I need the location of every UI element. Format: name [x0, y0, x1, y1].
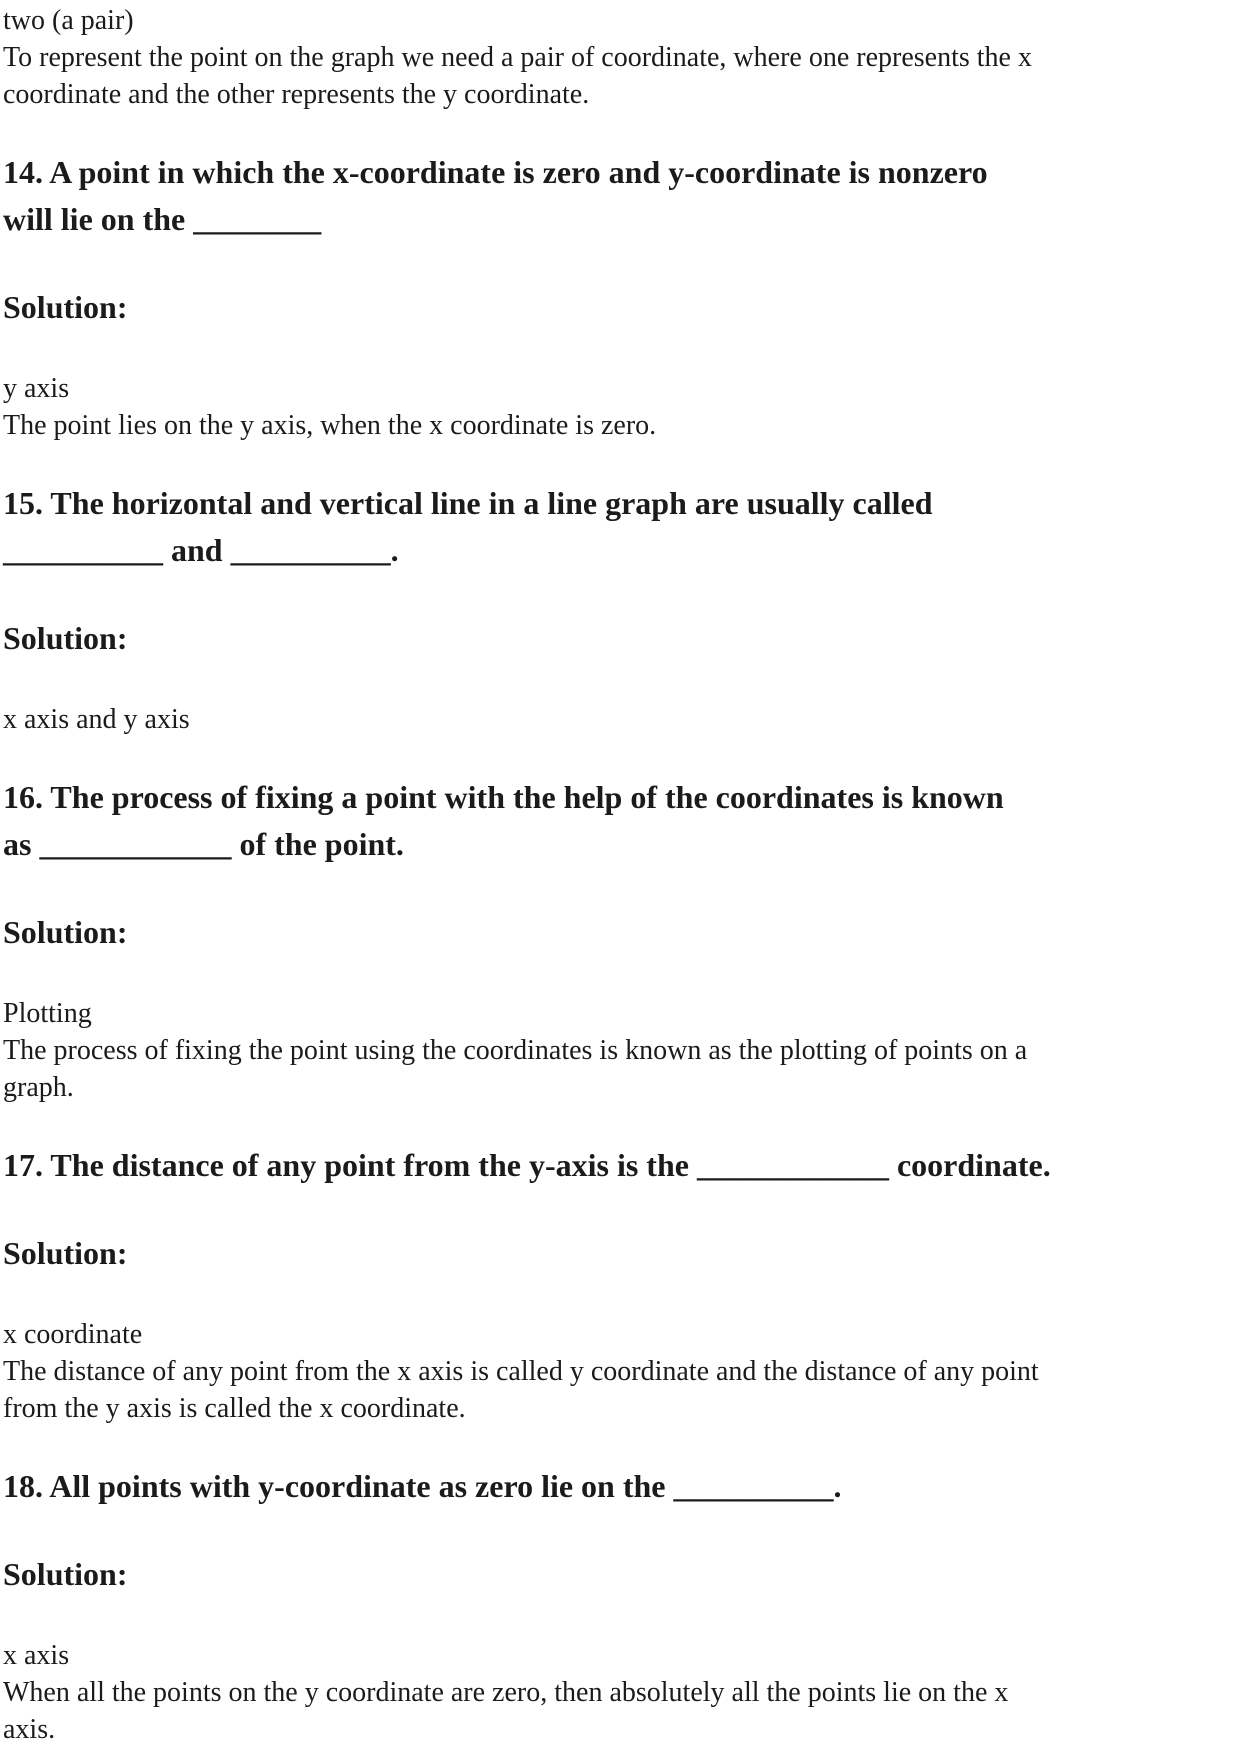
answer-17-explanation: The distance of any point from the x axis is called y coordinate and the distance of any point: [3, 1356, 1039, 1387]
question-16-blank-line: as ____________ of the point.: [3, 826, 404, 862]
qa-section-15: [3, 480, 1227, 738]
answer-16-block: [3, 995, 1227, 1106]
intro-block: [3, 2, 1227, 113]
answer-15-short: x axis and y axis: [3, 704, 190, 735]
question-16-heading: [3, 774, 1227, 868]
intro-explanation-line: To represent the point on the graph we need a pair of coordinate, where one represents the x: [3, 42, 1032, 73]
answer-17-explanation: from the y axis is called the x coordinate.: [3, 1393, 466, 1424]
answer-14-short: y axis: [3, 373, 70, 404]
solution-label: Solution:: [3, 620, 128, 656]
answer-14-explanation: The point lies on the y axis, when the x coordinate is zero.: [3, 410, 657, 441]
qa-section-14: [3, 149, 1227, 444]
answer-18-explanation: axis.: [3, 1714, 56, 1745]
question-14-heading: [3, 149, 1227, 243]
solution-label: Solution:: [3, 289, 128, 325]
answer-18-short: x axis: [3, 1640, 70, 1671]
question-17-line: 17. The distance of any point from the y-axis is the ____________ coordinate.: [3, 1147, 1051, 1183]
answer-17-short: x coordinate: [3, 1319, 143, 1350]
qa-section-17: [3, 1142, 1227, 1427]
question-18-heading: [3, 1463, 1227, 1510]
question-17-heading: [3, 1142, 1227, 1189]
question-16-line: 16. The process of fixing a point with the help of the coordinates is known: [3, 779, 1004, 815]
solution-label: Solution:: [3, 1235, 128, 1271]
answer-15-block: [3, 701, 1227, 738]
answer-18-block: [3, 1637, 1227, 1748]
question-15-heading: [3, 480, 1227, 574]
answer-16-explanation: The process of fixing the point using the coordinates is known as the plotting of points on a: [3, 1035, 1028, 1066]
question-18-line: 18. All points with y-coordinate as zero lie on the __________.: [3, 1468, 842, 1504]
question-15-line: 15. The horizontal and vertical line in a line graph are usually called: [3, 485, 933, 521]
answer-16-short: Plotting: [3, 998, 92, 1029]
intro-answer-line: two (a pair): [3, 5, 134, 36]
intro-explanation-line: coordinate and the other represents the y coordinate.: [3, 79, 590, 110]
question-14-line: 14. A point in which the x-coordinate is zero and y-coordinate is nonzero: [3, 154, 988, 190]
answer-14-block: [3, 370, 1227, 444]
answer-16-explanation: graph.: [3, 1072, 74, 1103]
question-14-blank-line: will lie on the ________: [3, 201, 322, 237]
solution-label: Solution:: [3, 914, 128, 950]
solution-label: Solution:: [3, 1556, 128, 1592]
qa-section-16: [3, 774, 1227, 1106]
answer-18-explanation: When all the points on the y coordinate are zero, then absolutely all the points lie on the x: [3, 1677, 1009, 1708]
question-15-blank-line: __________ and __________.: [3, 532, 399, 568]
qa-section-18: [3, 1463, 1227, 1748]
answer-17-block: [3, 1316, 1227, 1427]
